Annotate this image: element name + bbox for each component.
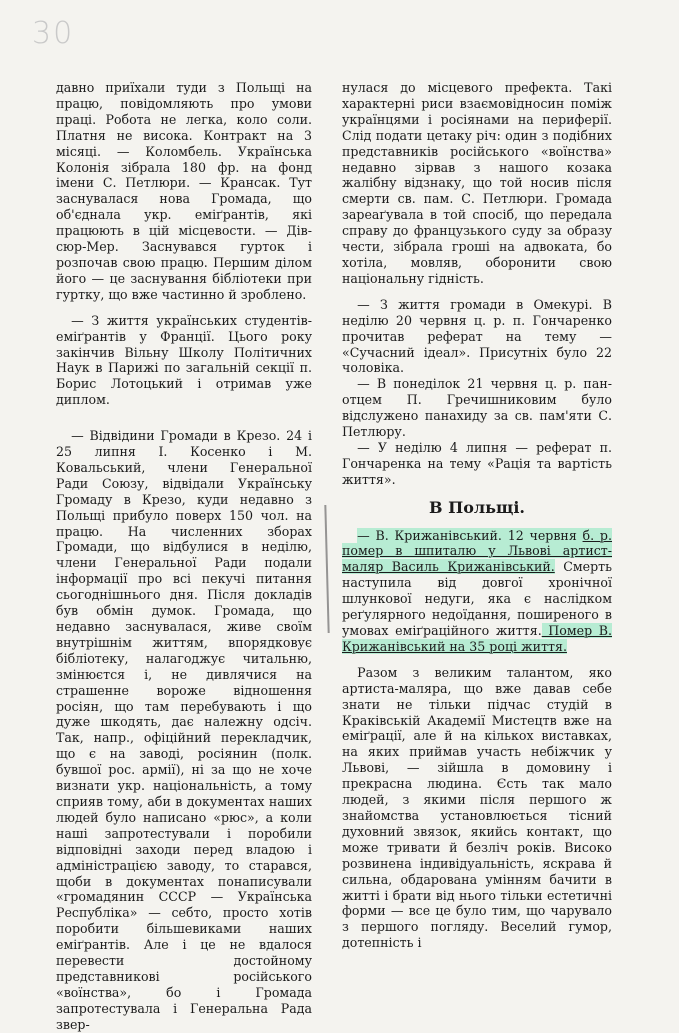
right-paragraph-4: — У неділю 4 липня — реферат п. Гончаренка на тему «Рація та вартість життя».: [342, 439, 612, 487]
section-heading-poland: В Польщі.: [429, 497, 525, 517]
left-paragraph-2: — З життя українських студентів-еміґрантів у Франції. Цього року закінчив Вільну Школу Політичних Наук в Парижі по загальній секції п. Борис Лотоцький і отримав уже диплом.: [56, 312, 312, 408]
left-paragraph-3: — Відвідини Громади в Крезо. 24 і 25 липня І. Косенко і М. Ковальський, члени Генеральної Ради Союзу, відвідали Українську Громаду в Крезо, куди недавно з Польщі прибуло поверх 150 чол. на працю. На численних зборах Громади, що відбулися в неділю, члени Генеральної Ради подали інформації про всі пекучі питання сьогоднішнього дня. Після докладів був обмін думок. Громада, що недавно заснувалася, живе своїм внутрішнім життям, впорядковує бібліотеку, налагоджує читальню, змінюєтся і, не дивлячися на страшенне вороже відношення росіян, що там перебувають і що дуже шкодять, дає належну одсіч. Так, напр., офіційний перекладчик, що є на заводі, росіянин (полк. бувшої рос. армії), ні за що не хоче визнати укр. національність, а тому сприяв тому, аби в документах наших людей було написано «рюс», а коли наші запротестували і поробили відповідні заходи перед владою і адміністрацією заводу, то старався, щоби в документах понаписували «громадянин СССР — Українська Республіка» — себто, просто хотів поробити більшевиками наших еміґрантів. Але і це не вдалося перевести достойному представникові російського «воїнства», бо і Громада запротестувала і Генеральна Рада звер-: [56, 428, 312, 1032]
obituary-paragraph-2: Разом з великим талантом, яко артиста-маляра, що вже давав себе знати не тільки підчас студій в Краківській Академії Мистецтв вже на еміґрації, але й на кількох виставках, на яких приймав участь небіжчик у Львові, — зійшла в домовину і прекрасна людина. Єсть так мало людей, з якими після першого ж знайомства установлюється тісний духовний звязок, якийсь контакт, що може тривати й безліч років. Високо розвинена індивідуальність, яскрава й сильна, обдарована умінням бачити в житті і брати від нього тільки естетичні форми — все це було тим, що чарувало з першого погляду. Веселий гумор, дотепність і: [342, 664, 612, 951]
margin-pencil-mark: [324, 505, 329, 633]
obituary-paragraph: [342, 528, 612, 655]
highlight-death-note: б. р. помер в шпиталю у Львові артист-маляр Василь Крижанівський.: [342, 527, 612, 575]
right-paragraph-3: — В понеділок 21 червня ц. р. пан-отцем П. Гречишниковим було відслужено панахиду за св. пам'яти С. Петлюру.: [342, 376, 612, 440]
right-paragraph-2: — З життя громади в Омекурі. В неділю 20 червня ц. р. п. Гончаренко прочитав реферат на тему — «Сучасний ідеал». Присутніх було 22 чоловіка.: [342, 296, 612, 376]
highlight-date: 12 червня: [501, 527, 583, 543]
right-paragraph-1: нулася до місцевого префекта. Такі характерні риси взаємовідносин поміж українцями і росіянами на периферії. Слід подати цетаку річ: один з подібних представників російського «воїнства» недавно зірвав з нашого козака жалібну відзнаку, що той носив після смерти св. пам. С. Петлюри. Громада зареаґувала в той спосіб, що передала справу до французького суду за образу чести, зібрала гроші на адвоката, бо хотіла, мовляв, оборонити свою національну гідність.: [342, 80, 612, 286]
highlight-age: Помер В. Крижанівський на 35 році життя.: [342, 623, 612, 654]
left-column: [56, 80, 312, 1033]
left-paragraph-1: давно приїхали туди з Польщі на працю, повідомляють про умови праці. Робота не легка, коло соли. Платня не висока. Контракт на 3 місяці. — Коломбель. Українська Колонія зібрала 180 фр. на фонд імени С. Петлюри. — Крансак. Тут заснувалася нова Громада, що об'єднала укр. еміґрантів, які працюють в цій місцевости. — Дів-сюр-Мер. Заснувався гурток і розпочав свою працю. Першим ділом його — це заснування бібліотеки при гуртку, що вже частинно й зроблено.: [56, 80, 312, 302]
right-column: [342, 80, 612, 951]
page-number: 30: [32, 16, 75, 51]
highlight-name: — В. Крижанівський.: [357, 527, 502, 543]
obituary-text: Смерть наступила від довгої хронічної шлункової недуги, яка є наслідком реґулярного недоїдання, поширеного в умовах еміґраційного життя.: [342, 559, 612, 638]
